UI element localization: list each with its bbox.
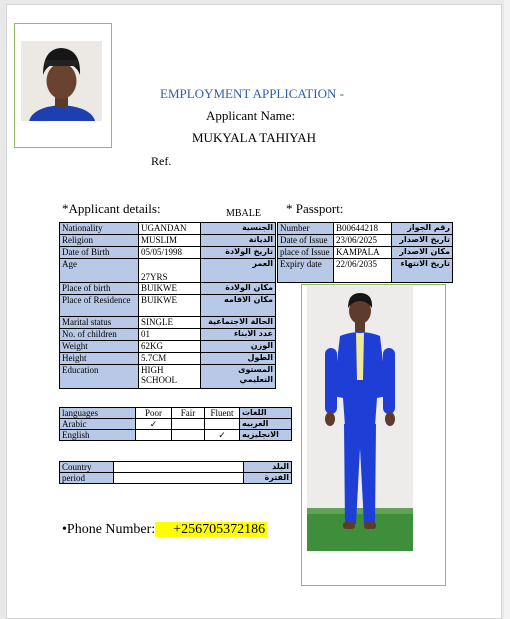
fluent-cell	[205, 419, 240, 430]
table-row	[278, 235, 453, 247]
table-row	[278, 259, 453, 283]
applicant-name: MUKYALA TAHIYAH	[192, 130, 317, 145]
applicant-details-table	[59, 222, 276, 389]
detail-value: BUIKWE	[139, 283, 201, 295]
passport-label: Date of Issue	[278, 235, 334, 247]
table-row	[278, 247, 453, 259]
detail-label: No. of children	[60, 329, 139, 341]
experience-label: Country	[60, 462, 114, 473]
experience-label-arabic: البلد	[244, 462, 292, 473]
detail-value: MUSLIM	[139, 235, 201, 247]
passport-value: 22/06/2035	[334, 259, 392, 283]
detail-label-arabic: مكان الاقامه	[201, 295, 276, 317]
passport-photo	[21, 41, 102, 121]
passport-value: 23/06/2025	[334, 235, 392, 247]
passport-value: B00644218	[334, 223, 392, 235]
fair-cell	[172, 430, 205, 441]
detail-value: 05/05/1998	[139, 247, 201, 259]
table-row	[60, 317, 276, 329]
poor-header: Poor	[136, 408, 172, 419]
passport-heading: * Passport:	[286, 201, 344, 216]
detail-label-arabic: تاريخ الولادة	[201, 247, 276, 259]
experience-value	[114, 473, 244, 484]
language-name-arabic: الانجليزيه	[240, 430, 292, 441]
phone-line	[62, 522, 267, 538]
passport-value: KAMPALA	[334, 247, 392, 259]
poor-cell	[136, 430, 172, 441]
table-row	[60, 473, 292, 484]
check-icon: ✓	[205, 430, 240, 441]
detail-label-arabic: الطول	[201, 353, 276, 365]
detail-label: Marital status	[60, 317, 139, 329]
ref-label: Ref.	[151, 154, 172, 168]
detail-label-arabic: مكان الولادة	[201, 283, 276, 295]
phone-label: •Phone Number:	[62, 522, 156, 537]
passport-table	[277, 222, 453, 283]
experience-label-arabic: الفترة	[244, 473, 292, 484]
applicant-details-heading: *Applicant details:	[62, 201, 161, 216]
table-row	[60, 295, 276, 317]
table-row	[60, 223, 276, 235]
table-row	[60, 259, 276, 283]
detail-value: 27YRS	[139, 259, 201, 283]
phone-number: +256705372186	[155, 522, 267, 537]
table-row	[60, 419, 292, 430]
language-name-arabic: العربيه	[240, 419, 292, 430]
language-name: Arabic	[60, 419, 136, 430]
check-icon: ✓	[136, 419, 172, 430]
passport-label: Expiry date	[278, 259, 334, 283]
detail-label-arabic: المستوى التعليمي	[201, 365, 276, 389]
language-name: English	[60, 430, 136, 441]
table-row	[60, 329, 276, 341]
table-row	[60, 235, 276, 247]
detail-label-arabic: الجنسية	[201, 223, 276, 235]
detail-label: Education	[60, 365, 139, 389]
detail-value: SINGLE	[139, 317, 201, 329]
table-row	[60, 462, 292, 473]
detail-value: 5.7CM	[139, 353, 201, 365]
detail-label-arabic: الحالة الاجتماعية	[201, 317, 276, 329]
detail-label: Weight	[60, 341, 139, 353]
detail-label-arabic: الوزن	[201, 341, 276, 353]
detail-value: BUIKWE	[139, 295, 201, 317]
person-headshot-icon	[21, 41, 102, 121]
vertical-scrollbar[interactable]	[504, 0, 510, 619]
table-row	[60, 408, 292, 419]
languages-header: languages	[60, 408, 136, 419]
full-body-photo	[307, 286, 413, 551]
person-full-body-icon	[307, 286, 413, 551]
detail-value: 62KG	[139, 341, 201, 353]
detail-label: Place of Residence	[60, 295, 139, 317]
detail-label: Religion	[60, 235, 139, 247]
table-row	[278, 223, 453, 235]
applicant-name-label: Applicant Name:	[206, 108, 296, 123]
table-row	[60, 365, 276, 389]
passport-label-arabic: مكان الاصدار	[392, 247, 453, 259]
passport-label: place of Issue	[278, 247, 334, 259]
fair-header: Fair	[172, 408, 205, 419]
detail-label-arabic: العمر	[201, 259, 276, 283]
detail-label: Place of birth	[60, 283, 139, 295]
detail-label: Height	[60, 353, 139, 365]
fair-cell	[172, 419, 205, 430]
detail-label: Date of Birth	[60, 247, 139, 259]
detail-label-arabic: عدد الابناء	[201, 329, 276, 341]
passport-label: Number	[278, 223, 334, 235]
detail-label: Age	[60, 259, 139, 283]
place-note: MBALE	[226, 208, 261, 219]
detail-value: UGANDAN	[139, 223, 201, 235]
fluent-header: Fluent	[205, 408, 240, 419]
table-row	[60, 341, 276, 353]
page-title: EMPLOYMENT APPLICATION -	[160, 86, 344, 101]
passport-label-arabic: تاريخ الاصدار	[392, 235, 453, 247]
languages-table	[59, 407, 292, 441]
experience-value	[114, 462, 244, 473]
experience-table	[59, 461, 292, 484]
detail-value: 01	[139, 329, 201, 341]
table-row	[60, 353, 276, 365]
detail-value: HIGH SCHOOL	[139, 365, 201, 389]
passport-label-arabic: رقم الجواز	[392, 223, 453, 235]
languages-header-arabic: اللغات	[240, 408, 292, 419]
detail-label: Nationality	[60, 223, 139, 235]
experience-label: period	[60, 473, 114, 484]
table-row	[60, 283, 276, 295]
detail-label-arabic: الديانة	[201, 235, 276, 247]
passport-label-arabic: تاريخ الانتهاء	[392, 259, 453, 283]
table-row	[60, 430, 292, 441]
table-row	[60, 247, 276, 259]
